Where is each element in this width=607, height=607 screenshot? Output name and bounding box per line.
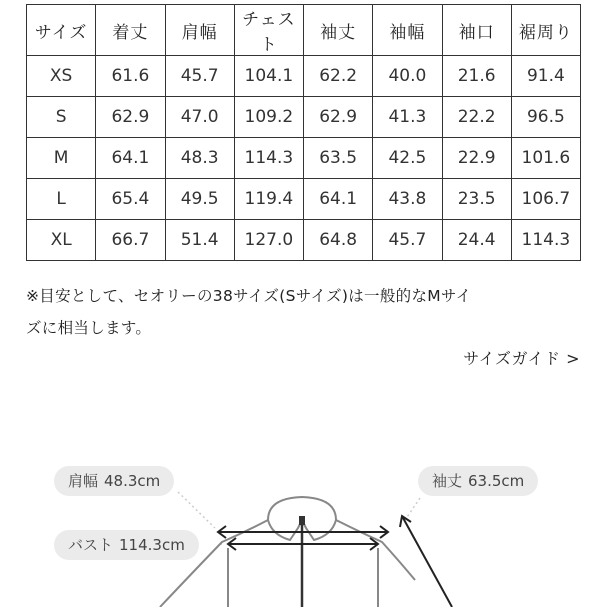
table-cell: 91.4 [511, 56, 580, 97]
shoulder-width-value: 48.3cm [104, 472, 161, 490]
table-cell: M [27, 138, 96, 179]
table-cell: 63.5 [304, 138, 373, 179]
size-chart-table [26, 4, 581, 261]
table-row [27, 220, 581, 261]
table-cell: 45.7 [373, 220, 442, 261]
table-cell: 22.2 [442, 97, 511, 138]
sleeve-length-callout [418, 466, 538, 496]
table-row [27, 138, 581, 179]
header-shoulder: 肩幅 [165, 5, 234, 56]
table-cell: 127.0 [234, 220, 303, 261]
shoulder-leader-line [178, 492, 215, 528]
table-cell: 61.6 [96, 56, 165, 97]
size-note-line: ズに相当します。 [26, 319, 152, 337]
header-sleeve-width: 袖幅 [373, 5, 442, 56]
table-cell: 21.6 [442, 56, 511, 97]
table-cell: 119.4 [234, 179, 303, 220]
header-chest: チェスト [234, 5, 303, 56]
table-row [27, 97, 581, 138]
bust-callout [54, 530, 199, 560]
table-cell: 23.5 [442, 179, 511, 220]
sleeve-leader-line [405, 498, 420, 520]
table-header-row [27, 5, 581, 56]
jacket-right-sleeve [336, 520, 415, 580]
header-cuff: 袖口 [442, 5, 511, 56]
header-hem: 裾周り [511, 5, 580, 56]
table-cell: 49.5 [165, 179, 234, 220]
table-cell: 47.0 [165, 97, 234, 138]
table-cell: 62.9 [96, 97, 165, 138]
table-cell: 106.7 [511, 179, 580, 220]
table-cell: 114.3 [234, 138, 303, 179]
table-cell: 22.9 [442, 138, 511, 179]
table-cell: 101.6 [511, 138, 580, 179]
sleeve-length-label: 袖丈 [432, 472, 463, 490]
table-cell: XL [27, 220, 96, 261]
table-cell: 48.3 [165, 138, 234, 179]
table-cell: 24.4 [442, 220, 511, 261]
table-cell: 41.3 [373, 97, 442, 138]
table-cell: 42.5 [373, 138, 442, 179]
bust-value: 114.3cm [119, 536, 185, 554]
table-cell: 65.4 [96, 179, 165, 220]
shoulder-width-callout [54, 466, 174, 496]
table-cell: 114.3 [511, 220, 580, 261]
header-length: 着丈 [96, 5, 165, 56]
header-sleeve-length: 袖丈 [304, 5, 373, 56]
table-cell: 62.9 [304, 97, 373, 138]
table-cell: 66.7 [96, 220, 165, 261]
table-cell: 64.1 [96, 138, 165, 179]
zipper-pull [299, 516, 305, 525]
table-cell: 45.7 [165, 56, 234, 97]
sleeve-arrow [402, 516, 452, 607]
table-cell: 109.2 [234, 97, 303, 138]
table-row [27, 56, 581, 97]
size-note-line: ※目安として、セオリーの38サイズ(Sサイズ)は一般的なMサイ [26, 287, 472, 305]
table-cell: 51.4 [165, 220, 234, 261]
header-size: サイズ [27, 5, 96, 56]
table-row [27, 179, 581, 220]
table-cell: XS [27, 56, 96, 97]
size-guide-link[interactable]: サイズガイド > [463, 349, 580, 368]
table-cell: 40.0 [373, 56, 442, 97]
table-cell: 62.2 [304, 56, 373, 97]
table-cell: 104.1 [234, 56, 303, 97]
jacket-outline [160, 497, 415, 607]
table-cell: 43.8 [373, 179, 442, 220]
table-cell: 96.5 [511, 97, 580, 138]
table-cell: 64.8 [304, 220, 373, 261]
table-cell: S [27, 97, 96, 138]
bust-label: バスト [68, 536, 114, 554]
sleeve-length-value: 63.5cm [468, 472, 525, 490]
table-cell: L [27, 179, 96, 220]
shoulder-width-label: 肩幅 [68, 472, 99, 490]
size-note [26, 280, 586, 344]
table-cell: 64.1 [304, 179, 373, 220]
